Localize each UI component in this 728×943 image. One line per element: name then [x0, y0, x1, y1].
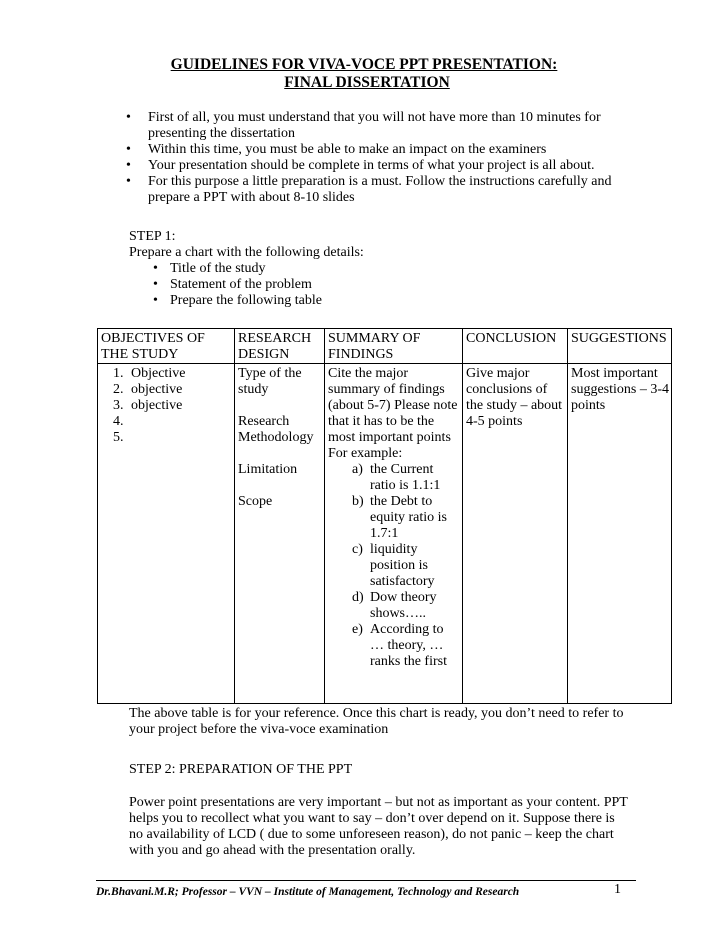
table-row [98, 364, 672, 704]
header-conclusion: CONCLUSION [463, 329, 568, 364]
list-item: a) the Current ratio is 1.1:1 [352, 462, 441, 493]
step1-item: • Title of the study [129, 261, 364, 277]
step1-item-list [129, 261, 364, 309]
title-line-1: GUIDELINES FOR VIVA-VOCE PPT PRESENTATION: [170, 56, 558, 73]
step1-section [129, 229, 364, 309]
list-item: 4. [113, 414, 124, 429]
design-methodology: Research Methodology [238, 414, 314, 445]
document-title [0, 56, 728, 92]
step1-item: • Prepare the following table [129, 293, 364, 309]
header-summary: SUMMARY OF FINDINGS [325, 329, 463, 364]
intro-bullet: • First of all, you must understand that you will not have more than 10 minutes for presenting the dissertation [110, 110, 630, 142]
summary-cell [325, 364, 463, 704]
list-item: 1. Objective [113, 366, 186, 381]
list-item: 5. [113, 430, 124, 445]
page-number: 1 [614, 882, 621, 897]
conclusion-cell: Give major conclusions of the study – about 4-5 points [463, 364, 568, 704]
step2-paragraph: Power point presentations are very important – but not as important as your content. PPT helps you to recollect what you want to say – don’t over depend on it. Suppose there is no availability of LCD ( due to some unforeseen reason), do not panic – keep the chart with you and go ahead with the presentation orally. [129, 795, 628, 858]
design-type: Type of the study [238, 366, 302, 397]
intro-bullet: • For this purpose a little preparation is a must. Follow the instructions carefully and prepare a PPT with about 8-10 slides [110, 174, 630, 206]
summary-list [328, 462, 460, 670]
step1-item: • Statement of the problem [129, 277, 364, 293]
reference-table [97, 328, 672, 704]
step2-heading: STEP 2: PREPARATION OF THE PPT [129, 762, 353, 777]
intro-bullet: • Your presentation should be complete in terms of what your project is all about. [110, 158, 630, 174]
step1-intro: Prepare a chart with the following details: [129, 245, 364, 260]
page-footer: Dr.Bhavani.M.R; Professor – VVN – Institute of Management, Technology and Research [96, 880, 636, 899]
header-suggestions: SUGGESTIONS [568, 329, 672, 364]
title-line-2: FINAL DISSERTATION [284, 74, 450, 91]
research-design-cell [235, 364, 325, 704]
design-scope: Scope [238, 494, 273, 509]
design-limitation: Limitation [238, 462, 298, 477]
list-item: e) According to … theory, … ranks the first [352, 622, 447, 669]
suggestions-cell: Most important suggestions – 3-4 points [568, 364, 672, 704]
table-header-row [98, 329, 672, 364]
header-research-design: RESEARCH DESIGN [235, 329, 325, 364]
list-item: c) liquidity position is satisfactory [352, 542, 435, 589]
intro-bullet-list [110, 110, 630, 206]
header-objectives: OBJECTIVES OF THE STUDY [98, 329, 235, 364]
objectives-list [101, 366, 232, 446]
step1-heading: STEP 1: [129, 229, 176, 244]
list-item: 3. objective [113, 398, 183, 413]
summary-intro: Cite the major summary of findings (about 5-7) Please note that it has to be the most important points For example: [328, 366, 458, 461]
after-table-note: The above table is for your reference. Once this chart is ready, you don’t need to refer to your project before the viva-voce examination [129, 706, 624, 737]
list-item: b) the Debt to equity ratio is 1.7:1 [352, 494, 447, 541]
objectives-cell [98, 364, 235, 704]
list-item: d) Dow theory shows….. [352, 590, 437, 621]
intro-bullet: • Within this time, you must be able to make an impact on the examiners [110, 142, 630, 158]
list-item: 2. objective [113, 382, 183, 397]
